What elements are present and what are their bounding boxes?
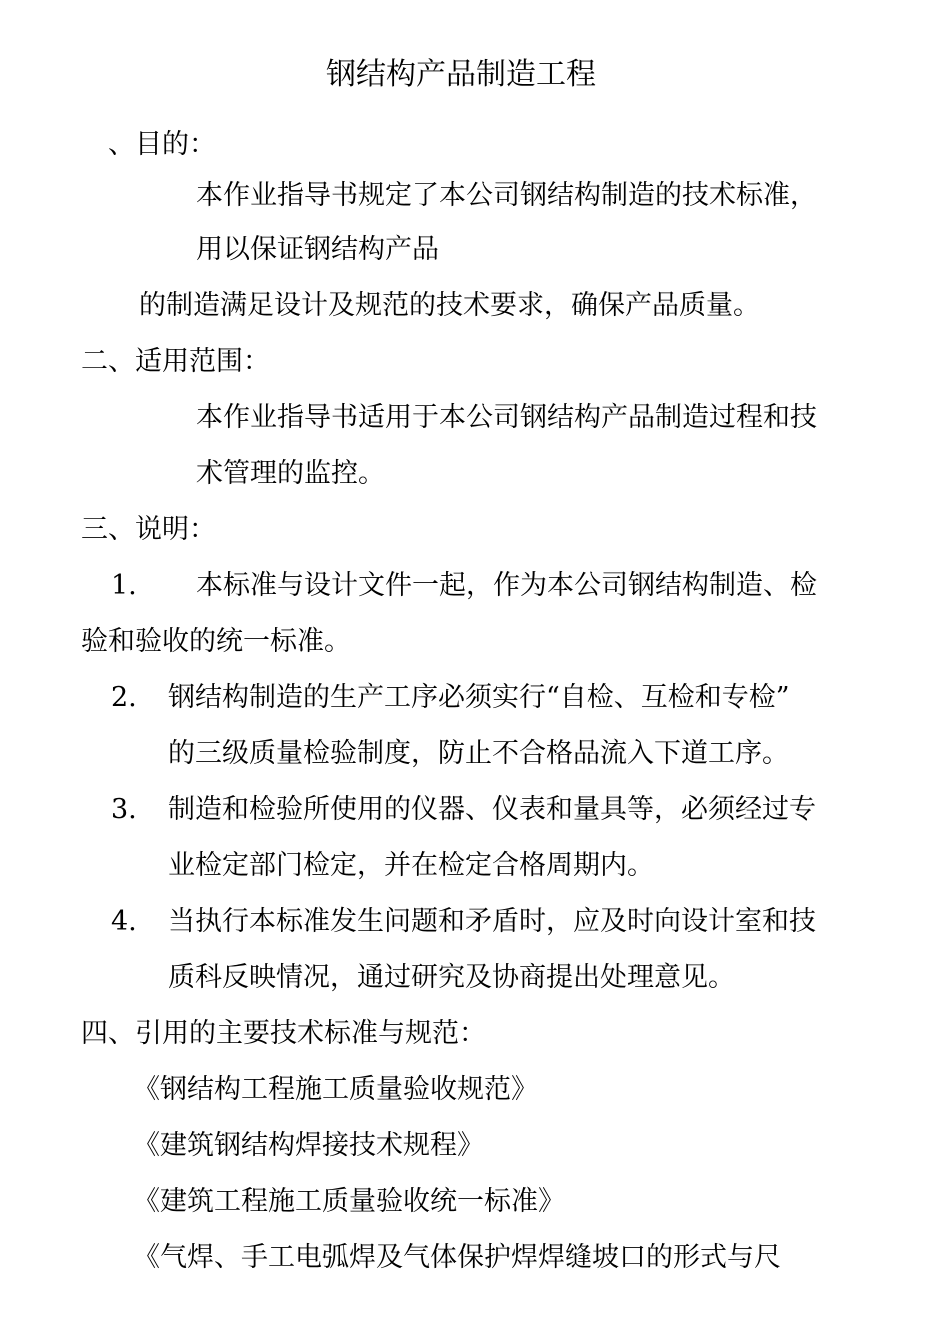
paragraph-line: 术管理的监控。 — [196, 458, 385, 489]
section-heading-purpose: 、目的： — [108, 129, 216, 160]
reference-item: 《气焊、手工电弧焊及气体保护焊焊缝坡口的形式与尺 — [133, 1242, 781, 1273]
paragraph-line: 本作业指导书适用于本公司钢结构产品制造过程和技 — [196, 402, 817, 433]
reference-item: 《建筑钢结构焊接技术规程》 — [133, 1130, 484, 1161]
paragraph-line: 的制造满足设计及规范的技术要求，确保产品质量。 — [139, 290, 760, 321]
page-title: 钢结构产品制造工程 — [326, 57, 596, 92]
list-item-line: 制造和检验所使用的仪器、仪表和量具等，必须经过专 — [168, 794, 816, 825]
list-item-number: 1. — [111, 570, 137, 601]
list-item-number: 4. — [111, 906, 137, 937]
list-item-line: 验和验收的统一标准。 — [81, 626, 351, 657]
list-item-line: 本标准与设计文件一起，作为本公司钢结构制造、检 — [196, 570, 817, 601]
paragraph-line: 用以保证钢结构产品 — [196, 234, 439, 265]
section-heading-references: 四、引用的主要技术标准与规范： — [81, 1018, 486, 1049]
list-item-line: 业检定部门检定，并在检定合格周期内。 — [168, 850, 654, 881]
list-item-line: 钢结构制造的生产工序必须实行“自检、互检和专检” — [168, 682, 790, 713]
list-item-number: 2. — [111, 682, 137, 713]
list-item-line: 当执行本标准发生问题和矛盾时，应及时向设计室和技 — [168, 906, 816, 937]
list-item-number: 3. — [111, 794, 137, 825]
paragraph-line: 本作业指导书规定了本公司钢结构制造的技术标准， — [196, 180, 817, 211]
list-item-line: 质科反映情况，通过研究及协商提出处理意见。 — [168, 962, 735, 993]
reference-item: 《钢结构工程施工质量验收规范》 — [133, 1074, 538, 1105]
section-heading-explanation: 三、说明： — [81, 514, 216, 545]
reference-item: 《建筑工程施工质量验收统一标准》 — [133, 1186, 565, 1217]
section-heading-scope: 二、适用范围： — [81, 346, 270, 377]
list-item-line: 的三级质量检验制度，防止不合格品流入下道工序。 — [168, 738, 789, 769]
